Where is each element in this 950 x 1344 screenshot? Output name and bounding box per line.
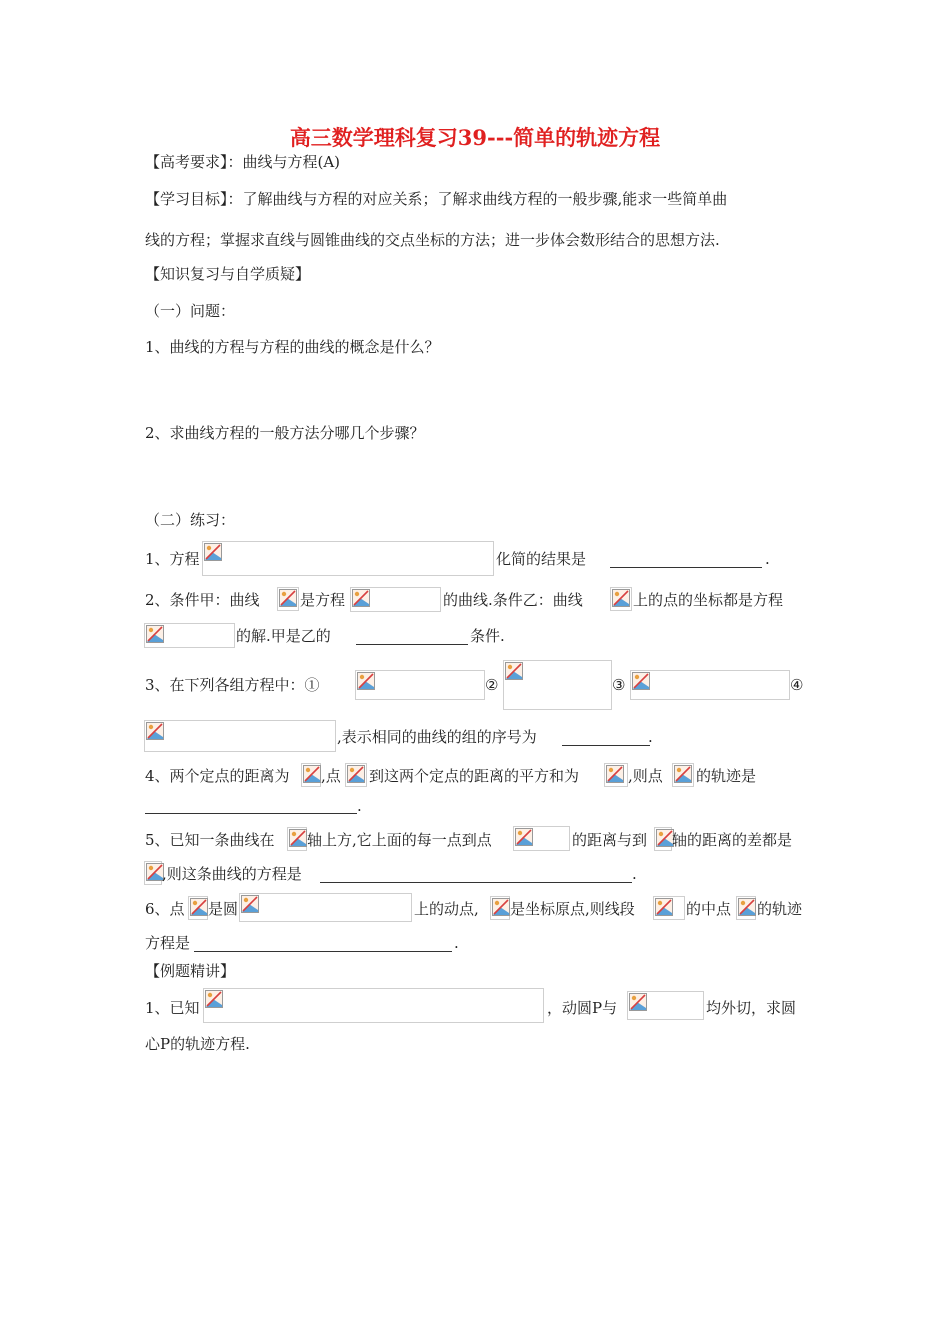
broken-image-icon (674, 765, 692, 783)
formula-image (239, 893, 412, 922)
exercise-4-text-e: 的轨迹是 (696, 767, 757, 785)
broken-image-icon (146, 722, 164, 740)
exercise-5-text-a: 5、已知一条曲线在 (145, 831, 275, 849)
exercise-3-text-d: ④ (790, 676, 804, 694)
exercise-6-text-d: 是坐标原点,则线段 (510, 900, 635, 918)
exercise-3-text-e: ,表示相同的曲线的组的序号为 (337, 728, 537, 746)
exercise-4-text-b: ,点 (321, 767, 341, 785)
formula-image (144, 861, 162, 885)
broken-image-icon (738, 898, 756, 916)
exercise-4-text-a: 4、两个定点的距离为 (145, 767, 290, 785)
formula-image (350, 587, 441, 612)
formula-image (672, 763, 694, 787)
exercise-2-text-b: 是方程 (300, 591, 346, 609)
worksheet-page: 高三数学理科复习39---简单的轨迹方程 【高考要求】：曲线与方程(A) 【学习目标】：了解曲线与方程的对应关系；了解求曲线方程的一般步骤,能求一些简单曲 线的方程；掌握求直线与圆锥曲线的交点坐标的方法；进一步体会数形结合的思想方法. 【知识复习与自学质疑】 （一）问题： 1、曲线的方程与方程的曲线的概念是什么？ 2、求曲线方程的一般方法分哪几个步骤？ （二）练习： 1、方程 化简的结果是 . 2、条件甲：曲线 是方程 的曲线.条件乙：曲线 上的点的坐标都是方程 的解.甲是乙的 条件. 3、在下列各组方程中：① ② ③ ④ ,表示相同的曲线的组的序号为 . 4、两个定点的距离为 ,点 到这两个定点的距离的平方和为 ,则点 的轨迹是 . 5、已知一条曲线在 轴上方,它上面的每一点到点 的距离与到 轴的距离的差都是 ,则这条曲线的方程是 . 6、点 是圆 上的动点, 是坐标原点,则线段 的中点 的轨迹 方程是 . 【例题精讲】 1、已知 ，动圆P与 均外切，求圆 心P的轨迹方程. (0, 0, 950, 1344)
part-two-heading: （二）练习： (145, 511, 236, 529)
answer-blank (356, 644, 468, 645)
formula-image (203, 988, 544, 1023)
exercise-5-text-d: 轴的距离的差都是 (672, 831, 793, 849)
formula-image (144, 623, 235, 648)
broken-image-icon (347, 765, 365, 783)
exercise-4-text-c: 到这两个定点的距离的平方和为 (369, 767, 580, 785)
formula-image (610, 587, 632, 611)
formula-image (627, 991, 704, 1020)
question-1: 1、曲线的方程与方程的曲线的概念是什么？ (145, 338, 440, 356)
broken-image-icon (357, 672, 375, 690)
exercise-2-text-a: 2、条件甲：曲线 (145, 591, 260, 609)
formula-image (654, 827, 672, 851)
broken-image-icon (205, 990, 223, 1008)
example-1-text-b: ，动圆P与 (547, 999, 618, 1017)
broken-image-icon (204, 543, 222, 561)
formula-image (188, 896, 208, 920)
example-1-text-d: 心P的轨迹方程. (145, 1035, 250, 1053)
exercise-6-text-e: 的中点 (686, 900, 732, 918)
broken-image-icon (655, 898, 673, 916)
formula-image (287, 827, 307, 851)
exercise-6-text-f: 的轨迹 (757, 900, 803, 918)
answer-blank (320, 882, 632, 883)
exercise-6-text-g: 方程是 (145, 934, 191, 952)
broken-image-icon (289, 829, 307, 847)
formula-image (345, 763, 367, 787)
exercise-2-text-d: 上的点的坐标都是方程 (633, 591, 784, 609)
broken-image-icon (190, 898, 208, 916)
exercise-1-suffix: 化简的结果是 (496, 550, 587, 568)
formula-image (277, 587, 299, 611)
broken-image-icon (352, 589, 370, 607)
exercise-3-text-a: 3、在下列各组方程中：① (145, 676, 320, 694)
broken-image-icon (606, 765, 624, 783)
exercise-4-text-d: ,则点 (628, 767, 663, 785)
exercise-3-text-c: ③ (612, 676, 626, 694)
learning-goal-line-2: 线的方程；掌握求直线与圆锥曲线的交点坐标的方法；进一步体会数形结合的思想方法. (145, 231, 720, 249)
formula-image (653, 896, 685, 920)
formula-image (144, 720, 336, 752)
broken-image-icon (629, 993, 647, 1011)
formula-image (604, 763, 628, 787)
exercise-2-text-c: 的曲线.条件乙：曲线 (443, 591, 583, 609)
exercise-1-prefix: 1、方程 (145, 550, 200, 568)
broken-image-icon (303, 765, 321, 783)
formula-image (630, 670, 790, 700)
exercise-2-text-e: 的解.甲是乙的 (236, 627, 331, 645)
formula-image (355, 670, 485, 700)
exercise-5-text-e: ,则这条曲线的方程是 (162, 865, 302, 883)
formula-image (301, 763, 321, 787)
broken-image-icon (241, 895, 259, 913)
examples-heading: 【例题精讲】 (145, 962, 236, 980)
exercise-5-text-c: 的距离与到 (572, 831, 648, 849)
broken-image-icon (146, 625, 164, 643)
answer-blank (610, 567, 762, 568)
exercise-6-text-a: 6、点 (145, 900, 185, 918)
broken-image-icon (505, 662, 523, 680)
formula-image (736, 896, 756, 920)
answer-blank (194, 951, 452, 952)
broken-image-icon (492, 898, 510, 916)
broken-image-icon (632, 672, 650, 690)
example-1-text-c: 均外切，求圆 (706, 999, 797, 1017)
formula-image (503, 660, 612, 710)
formula-image (202, 541, 494, 576)
exercise-6-text-c: 上的动点, (414, 900, 479, 918)
learning-goal-line-1: 【学习目标】：了解曲线与方程的对应关系；了解求曲线方程的一般步骤,能求一些简单曲 (145, 190, 728, 208)
question-2: 2、求曲线方程的一般方法分哪几个步骤？ (145, 424, 425, 442)
answer-blank (145, 813, 357, 814)
example-1-text-a: 1、已知 (145, 999, 200, 1017)
part-one-heading: （一）问题： (145, 302, 236, 320)
exam-requirement: 【高考要求】：曲线与方程(A) (145, 153, 341, 171)
formula-image (490, 896, 510, 920)
exercise-3-text-b: ② (485, 676, 499, 694)
exercise-6-text-b: 是圆 (208, 900, 239, 918)
broken-image-icon (279, 589, 297, 607)
exercise-2-text-f: 条件. (470, 627, 505, 645)
answer-blank (562, 745, 650, 746)
exercise-5-text-b: 轴上方,它上面的每一点到点 (307, 831, 492, 849)
page-title: 高三数学理科复习39---简单的轨迹方程 (289, 125, 661, 150)
broken-image-icon (515, 828, 533, 846)
formula-image (513, 826, 570, 851)
review-heading: 【知识复习与自学质疑】 (145, 265, 311, 283)
broken-image-icon (612, 589, 630, 607)
